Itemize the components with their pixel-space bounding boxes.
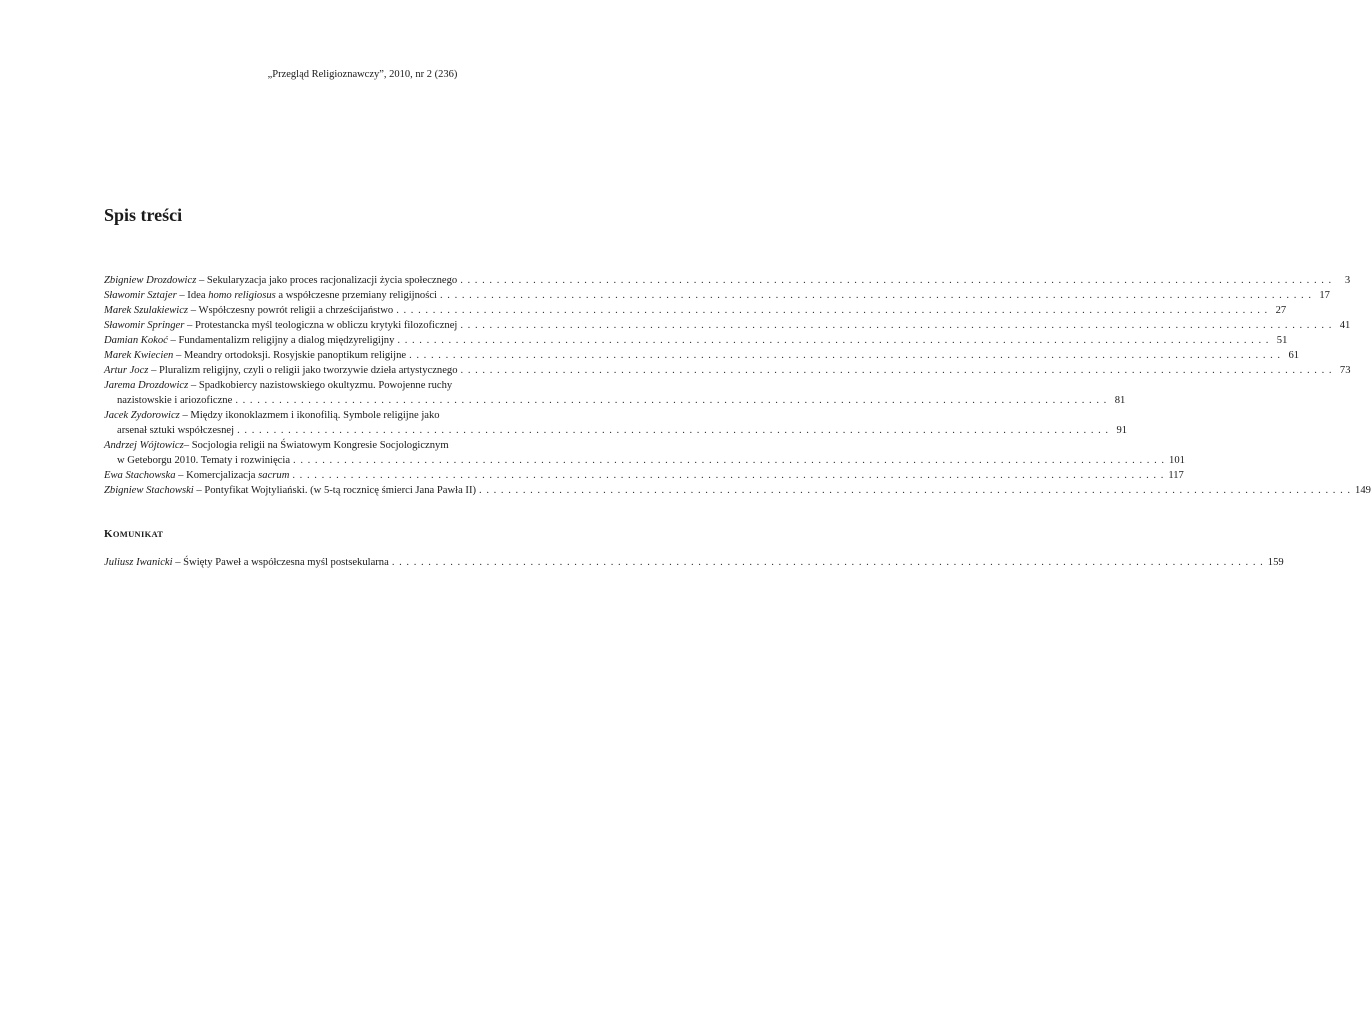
toc-entry-text: [104, 468, 289, 483]
toc-entry: [104, 438, 1185, 468]
toc-leader-dots: . . . . . . . . . . . . . . . . . . . . . . . . . . . . . . . . . . . . . . . . . . . . . . . . . . . . . . . . . . . . . . . . . . . . . . . . . . . . . . . . . . . . . . . . . . . . . . . . . . . . . . . . . . . . . . . . . . . . . . . .: [460, 275, 1333, 286]
toc-entry: [104, 273, 1351, 288]
toc-entry-text: [104, 288, 437, 303]
toc-leader-dots: . . . . . . . . . . . . . . . . . . . . . . . . . . . . . . . . . . . . . . . . . . . . . . . . . . . . . . . . . . . . . . . . . . . . . . . . . . . . . . . . . . . . . . . . . . . . . . . . . . . . . . . . . . . . . . . . . . . . . . . .: [460, 365, 1333, 376]
toc-leader-dots: . . . . . . . . . . . . . . . . . . . . . . . . . . . . . . . . . . . . . . . . . . . . . . . . . . . . . . . . . . . . . . . . . . . . . . . . . . . . . . . . . . . . . . . . . . . . . . . . . . . . . . . . . . . . . . . . . . . . . . . .: [235, 395, 1108, 406]
toc-author: Ewa Stachowska: [104, 470, 176, 481]
toc-separator: –: [175, 470, 187, 481]
toc-page-number: 51: [1276, 335, 1288, 346]
toc-entry-continuation: [104, 453, 1185, 468]
toc-leader-dots: . . . . . . . . . . . . . . . . . . . . . . . . . . . . . . . . . . . . . . . . . . . . . . . . . . . . . . . . . . . . . . . . . . . . . . . . . . . . . . . . . . . . . . . . . . . . . . . . . . . . . . . . . . . . . . . . . . . . . . . .: [409, 350, 1282, 361]
toc-title-part: Socjologia religii na Światowym Kongresie Socjologicznym: [191, 440, 449, 451]
toc-entry-text: [104, 378, 452, 393]
toc-title-part: Spadkobiercy nazistowskiego okultyzmu. Powojenne ruchy: [198, 380, 453, 391]
toc-entry: [104, 363, 1351, 378]
toc-entry: [104, 408, 1128, 438]
journal-header: „Przegląd Religioznawczy”, 2010, nr 2 (236): [267, 69, 458, 80]
toc-title-part: Między ikonoklazmem i ikonofilią. Symbole religijne jako: [190, 410, 440, 421]
toc-title-part: Meandry ortodoksji. Rosyjskie panoptikum religijne: [183, 350, 407, 361]
toc-separator: –: [173, 350, 184, 361]
toc-entry: [104, 348, 1300, 363]
toc-page-number: 27: [1275, 305, 1287, 316]
table-of-contents: [104, 273, 1371, 498]
toc-entry-line: [104, 273, 1351, 288]
toc-entry-text: [104, 483, 476, 498]
toc-separator: –: [183, 440, 192, 451]
toc-author: Marek Kwiecien: [104, 350, 174, 361]
toc-separator: –: [188, 305, 199, 316]
toc-page-number: 81: [1114, 395, 1126, 406]
toc-author: Damian Kokoć: [104, 335, 168, 346]
toc-author: Jarema Drozdowicz: [104, 380, 189, 391]
toc-page-number: 17: [1319, 290, 1330, 301]
toc-entry-text: [104, 408, 440, 423]
toc-entry-text: [104, 318, 457, 333]
toc-entry-line: [104, 408, 570, 423]
toc-entry-text: [104, 438, 449, 453]
toc-separator: –: [184, 320, 195, 331]
toc-author: Zbigniew Stachowski: [104, 485, 194, 496]
toc-leader-dots: . . . . . . . . . . . . . . . . . . . . . . . . . . . . . . . . . . . . . . . . . . . . . . . . . . . . . . . . . . . . . . . . . . . . . . . . . . . . . . . . . . . . . . . . . . . . . . . . . . . . . . . . . . . . . . . . . . . . . . . .: [292, 470, 1165, 481]
toc-author: Andrzej Wójtowicz: [104, 440, 184, 451]
toc-entry-line: [104, 318, 1351, 333]
toc-entry: [104, 468, 1184, 483]
toc-entry-text: [104, 303, 393, 318]
toc-author: Zbigniew Drozdowicz: [104, 275, 197, 286]
section-heading-initial: K: [104, 528, 113, 540]
toc-page-number: 61: [1288, 350, 1300, 361]
toc-page-number: 3: [1344, 275, 1351, 286]
toc-title-part: Święty Paweł a współczesna myśl postsekularna: [183, 557, 389, 568]
toc-title-part: sacrum: [258, 470, 290, 481]
toc-leader-dots: . . . . . . . . . . . . . . . . . . . . . . . . . . . . . . . . . . . . . . . . . . . . . . . . . . . . . . . . . . . . . . . . . . . . . . . . . . . . . . . . . . . . . . . . . . . . . . . . . . . . . . . . . . . . . . . . . . . . . . . .: [439, 290, 1312, 301]
toc-page-number: 41: [1339, 320, 1351, 331]
toc-entry: [104, 288, 1330, 303]
toc-page-number: 159: [1267, 557, 1284, 568]
toc-entry-line: [104, 333, 1288, 348]
toc-entry-line: [104, 378, 570, 393]
toc-title-part: Fundamentalizm religijny a dialog międzyreligijny: [178, 335, 395, 346]
toc-leader-dots: . . . . . . . . . . . . . . . . . . . . . . . . . . . . . . . . . . . . . . . . . . . . . . . . . . . . . . . . . . . . . . . . . . . . . . . . . . . . . . . . . . . . . . . . . . . . . . . . . . . . . . . . . . . . . . . . . . . . . . . .: [293, 455, 1166, 466]
toc-title-part: Protestancka myśl teologiczna w obliczu krytyki filozoficznej: [194, 320, 458, 331]
toc-separator: –: [148, 365, 160, 376]
page-title: Spis treści: [104, 205, 183, 225]
toc-entry-text: [104, 555, 389, 570]
toc-page-number: 73: [1339, 365, 1351, 376]
toc-page-number: 117: [1168, 470, 1184, 481]
toc-leader-dots: . . . . . . . . . . . . . . . . . . . . . . . . . . . . . . . . . . . . . . . . . . . . . . . . . . . . . . . . . . . . . . . . . . . . . . . . . . . . . . . . . . . . . . . . . . . . . . . . . . . . . . . . . . . . . . . . . . . . . . . .: [396, 305, 1269, 316]
toc-title-continuation: w Geteborgu 2010. Tematy i rozwinięcia: [117, 455, 291, 466]
toc-title-continuation: nazistowskie i ariozoficzne: [117, 395, 233, 406]
toc-page-number: 91: [1116, 425, 1128, 436]
toc-entry-line: [104, 438, 570, 453]
toc-entry-line: [104, 555, 1284, 570]
toc-leader-dots: . . . . . . . . . . . . . . . . . . . . . . . . . . . . . . . . . . . . . . . . . . . . . . . . . . . . . . . . . . . . . . . . . . . . . . . . . . . . . . . . . . . . . . . . . . . . . . . . . . . . . . . . . . . . . . . . . . . . . . . .: [460, 320, 1333, 331]
toc-entry: [104, 378, 1126, 408]
toc-separator: –: [196, 275, 207, 286]
table-of-contents-communications: [104, 555, 1284, 570]
toc-page-number: 149: [1355, 485, 1371, 496]
toc-page-number: 101: [1169, 455, 1185, 466]
section-heading-komunikat: [104, 528, 163, 540]
toc-entry: [104, 555, 1284, 570]
toc-entry-text: [104, 348, 406, 363]
toc-leader-dots: . . . . . . . . . . . . . . . . . . . . . . . . . . . . . . . . . . . . . . . . . . . . . . . . . . . . . . . . . . . . . . . . . . . . . . . . . . . . . . . . . . . . . . . . . . . . . . . . . . . . . . . . . . . . . . . . . . . . . . . .: [391, 557, 1264, 568]
toc-entry-text: [104, 333, 394, 348]
toc-entry: [104, 483, 1371, 498]
toc-entry-line: [104, 348, 1300, 363]
toc-entry-line: [104, 483, 1371, 498]
toc-title-part: Pontyfikat Wojtyliański. (w 5-tą rocznicę śmierci Jana Pawła II): [204, 485, 477, 496]
toc-entry-continuation: [104, 393, 1126, 408]
toc-leader-dots: . . . . . . . . . . . . . . . . . . . . . . . . . . . . . . . . . . . . . . . . . . . . . . . . . . . . . . . . . . . . . . . . . . . . . . . . . . . . . . . . . . . . . . . . . . . . . . . . . . . . . . . . . . . . . . . . . . . . . . . .: [479, 485, 1352, 496]
toc-title-part: a współczesne przemiany religijności: [275, 290, 437, 301]
toc-author: Jacek Zydorowicz: [104, 410, 180, 421]
toc-title-part: Współczesny powrót religii a chrześcijaństwo: [198, 305, 394, 316]
toc-entry-continuation: [104, 423, 1128, 438]
toc-author: Sławomir Sztajer: [104, 290, 177, 301]
toc-entry-text: [104, 273, 457, 288]
toc-entry-line: [104, 468, 1184, 483]
toc-title-part: Sekularyzacja jako proces racjonalizacji życia społecznego: [206, 275, 458, 286]
toc-title-part: Komercjalizacja: [186, 470, 259, 481]
toc-entry-text: [104, 363, 458, 378]
toc-separator: –: [193, 485, 205, 496]
toc-leader-dots: . . . . . . . . . . . . . . . . . . . . . . . . . . . . . . . . . . . . . . . . . . . . . . . . . . . . . . . . . . . . . . . . . . . . . . . . . . . . . . . . . . . . . . . . . . . . . . . . . . . . . . . . . . . . . . . . . . . . . . . .: [397, 335, 1270, 346]
toc-entry: [104, 318, 1351, 333]
toc-entry-line: [104, 288, 1330, 303]
toc-author: Marek Szulakiewicz: [104, 305, 189, 316]
toc-author: Sławomir Springer: [104, 320, 185, 331]
toc-separator: –: [176, 290, 188, 301]
toc-title-part: Pluralizm religijny, czyli o religii jako tworzywie dzieła artystycznego: [159, 365, 458, 376]
toc-leader-dots: . . . . . . . . . . . . . . . . . . . . . . . . . . . . . . . . . . . . . . . . . . . . . . . . . . . . . . . . . . . . . . . . . . . . . . . . . . . . . . . . . . . . . . . . . . . . . . . . . . . . . . . . . . . . . . . . . . . . . . . .: [237, 425, 1110, 436]
toc-author: Artur Jocz: [104, 365, 149, 376]
toc-entry-line: [104, 303, 1287, 318]
toc-title-part: homo religiosus: [208, 290, 276, 301]
toc-separator: –: [188, 380, 199, 391]
section-heading-rest: OMUNIKAT: [112, 529, 164, 539]
toc-separator: –: [172, 557, 184, 568]
toc-separator: –: [167, 335, 179, 346]
toc-author: Juliusz Iwanicki: [104, 557, 173, 568]
toc-title-part: Idea: [187, 290, 209, 301]
toc-entry: [104, 303, 1287, 318]
toc-separator: –: [179, 410, 191, 421]
toc-title-continuation: arsenał sztuki współczesnej: [117, 425, 235, 436]
toc-entry-line: [104, 363, 1351, 378]
toc-entry: [104, 333, 1288, 348]
